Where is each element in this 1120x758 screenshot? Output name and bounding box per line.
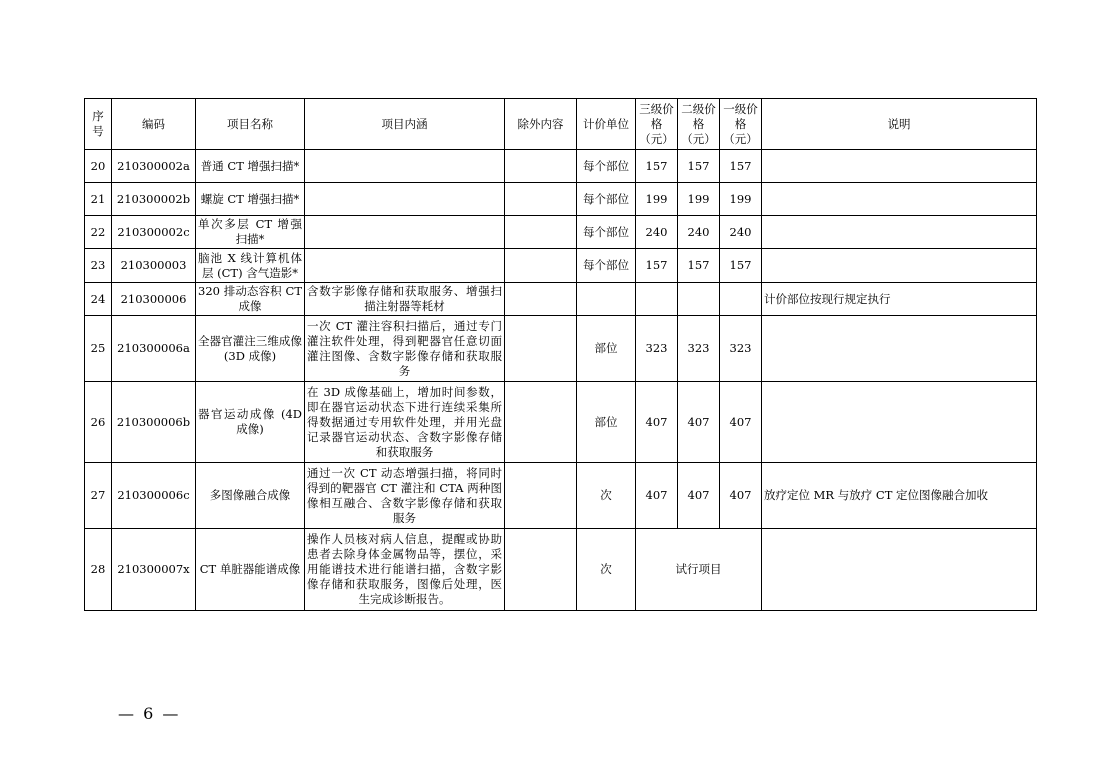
cell-except: [505, 316, 577, 382]
cell-content: [305, 150, 505, 183]
cell-seq: 23: [85, 249, 112, 283]
cell-price-3: 240: [636, 216, 678, 249]
cell-name: 多图像融合成像: [196, 463, 305, 529]
table-row: [85, 463, 1037, 529]
cell-price-3: 407: [636, 382, 678, 463]
table-row: [85, 316, 1037, 382]
cell-seq: 27: [85, 463, 112, 529]
cell-unit: 每个部位: [577, 183, 636, 216]
header-row: [85, 99, 1037, 150]
header-seq: 序号: [85, 99, 112, 150]
cell-code: 210300003: [112, 249, 196, 283]
cell-price-2: 157: [678, 150, 720, 183]
header-price-2: 二级价格（元）: [678, 99, 720, 150]
cell-code: 210300002a: [112, 150, 196, 183]
table-row: [85, 216, 1037, 249]
cell-price-2: 407: [678, 463, 720, 529]
table-row: [85, 249, 1037, 283]
cell-price-3: 157: [636, 249, 678, 283]
cell-price-1: 157: [720, 150, 762, 183]
cell-code: 210300002b: [112, 183, 196, 216]
cell-price-2: [678, 283, 720, 316]
cell-note: 放疗定位 MR 与放疗 CT 定位图像融合加收: [762, 463, 1037, 529]
cell-note: [762, 316, 1037, 382]
cell-price-2: 407: [678, 382, 720, 463]
cell-note: [762, 529, 1037, 611]
cell-name: 320 排动态容积 CT 成像: [196, 283, 305, 316]
header-unit: 计价单位: [577, 99, 636, 150]
cell-content: 操作人员核对病人信息，提醒或协助患者去除身体金属物品等，摆位，采用能谱技术进行能谱扫描，含数字影像存储和获取服务，图像后处理，医生完成诊断报告。: [305, 529, 505, 611]
cell-seq: 22: [85, 216, 112, 249]
cell-content: 一次 CT 灌注容积扫描后，通过专门灌注软件处理，得到靶器官任意切面灌注图像、含数字影像存储和获取服务: [305, 316, 505, 382]
cell-seq: 25: [85, 316, 112, 382]
header-price-3: 三级价格（元）: [636, 99, 678, 150]
header-name: 项目名称: [196, 99, 305, 150]
price-table: [84, 98, 1037, 611]
cell-note: [762, 249, 1037, 283]
cell-unit: 每个部位: [577, 249, 636, 283]
header-code: 编码: [112, 99, 196, 150]
cell-trial-label: 试行项目: [636, 529, 762, 611]
cell-price-3: [636, 283, 678, 316]
cell-seq: 26: [85, 382, 112, 463]
cell-except: [505, 216, 577, 249]
cell-name: 单次多层 CT 增强扫描*: [196, 216, 305, 249]
cell-name: 脑池 X 线计算机体层 (CT) 含气造影*: [196, 249, 305, 283]
cell-name: 全器官灌注三维成像(3D 成像): [196, 316, 305, 382]
cell-name: 螺旋 CT 增强扫描*: [196, 183, 305, 216]
header-note: 说明: [762, 99, 1037, 150]
cell-unit: 部位: [577, 382, 636, 463]
cell-price-2: 240: [678, 216, 720, 249]
cell-content: [305, 183, 505, 216]
cell-content: 含数字影像存储和获取服务、增强扫描注射器等耗材: [305, 283, 505, 316]
header-content: 项目内涵: [305, 99, 505, 150]
cell-unit: 次: [577, 529, 636, 611]
cell-price-1: 407: [720, 382, 762, 463]
cell-price-1: 199: [720, 183, 762, 216]
cell-note: [762, 150, 1037, 183]
cell-unit: [577, 283, 636, 316]
cell-price-3: 407: [636, 463, 678, 529]
cell-price-2: 199: [678, 183, 720, 216]
cell-except: [505, 382, 577, 463]
cell-price-3: 323: [636, 316, 678, 382]
cell-seq: 24: [85, 283, 112, 316]
cell-seq: 28: [85, 529, 112, 611]
cell-note: 计价部位按现行规定执行: [762, 283, 1037, 316]
cell-price-1: 240: [720, 216, 762, 249]
cell-seq: 20: [85, 150, 112, 183]
cell-code: 210300006b: [112, 382, 196, 463]
cell-code: 210300006a: [112, 316, 196, 382]
cell-content: [305, 216, 505, 249]
cell-content: [305, 249, 505, 283]
cell-code: 210300006c: [112, 463, 196, 529]
cell-price-1: [720, 283, 762, 316]
cell-unit: 部位: [577, 316, 636, 382]
cell-seq: 21: [85, 183, 112, 216]
cell-note: [762, 382, 1037, 463]
header-price-1: 一级价格（元）: [720, 99, 762, 150]
cell-code: 210300002c: [112, 216, 196, 249]
cell-code: 210300007x: [112, 529, 196, 611]
cell-except: [505, 463, 577, 529]
cell-note: [762, 183, 1037, 216]
cell-price-1: 407: [720, 463, 762, 529]
cell-except: [505, 150, 577, 183]
cell-unit: 每个部位: [577, 216, 636, 249]
table-row: [85, 382, 1037, 463]
cell-unit: 每个部位: [577, 150, 636, 183]
table-row: [85, 150, 1037, 183]
table-row: [85, 183, 1037, 216]
cell-unit: 次: [577, 463, 636, 529]
cell-price-1: 323: [720, 316, 762, 382]
table-row: [85, 529, 1037, 611]
table-row: [85, 283, 1037, 316]
cell-except: [505, 283, 577, 316]
cell-price-1: 157: [720, 249, 762, 283]
cell-name: 器官运动成像 (4D 成像): [196, 382, 305, 463]
cell-except: [505, 249, 577, 283]
cell-note: [762, 216, 1037, 249]
cell-price-2: 157: [678, 249, 720, 283]
cell-price-3: 199: [636, 183, 678, 216]
cell-except: [505, 529, 577, 611]
cell-name: 普通 CT 增强扫描*: [196, 150, 305, 183]
cell-price-3: 157: [636, 150, 678, 183]
cell-code: 210300006: [112, 283, 196, 316]
cell-price-2: 323: [678, 316, 720, 382]
page-number: — 6 —: [118, 704, 181, 723]
cell-content: 通过一次 CT 动态增强扫描，将同时得到的靶器官 CT 灌注和 CTA 两种图像相互融合、含数字影像存储和获取服务: [305, 463, 505, 529]
cell-content: 在 3D 成像基础上，增加时间参数，即在器官运动状态下进行连续采集所得数据通过专用软件处理，并用光盘记录器官运动状态、含数字影像存储和获取服务: [305, 382, 505, 463]
cell-name: CT 单脏器能谱成像: [196, 529, 305, 611]
cell-except: [505, 183, 577, 216]
header-except: 除外内容: [505, 99, 577, 150]
